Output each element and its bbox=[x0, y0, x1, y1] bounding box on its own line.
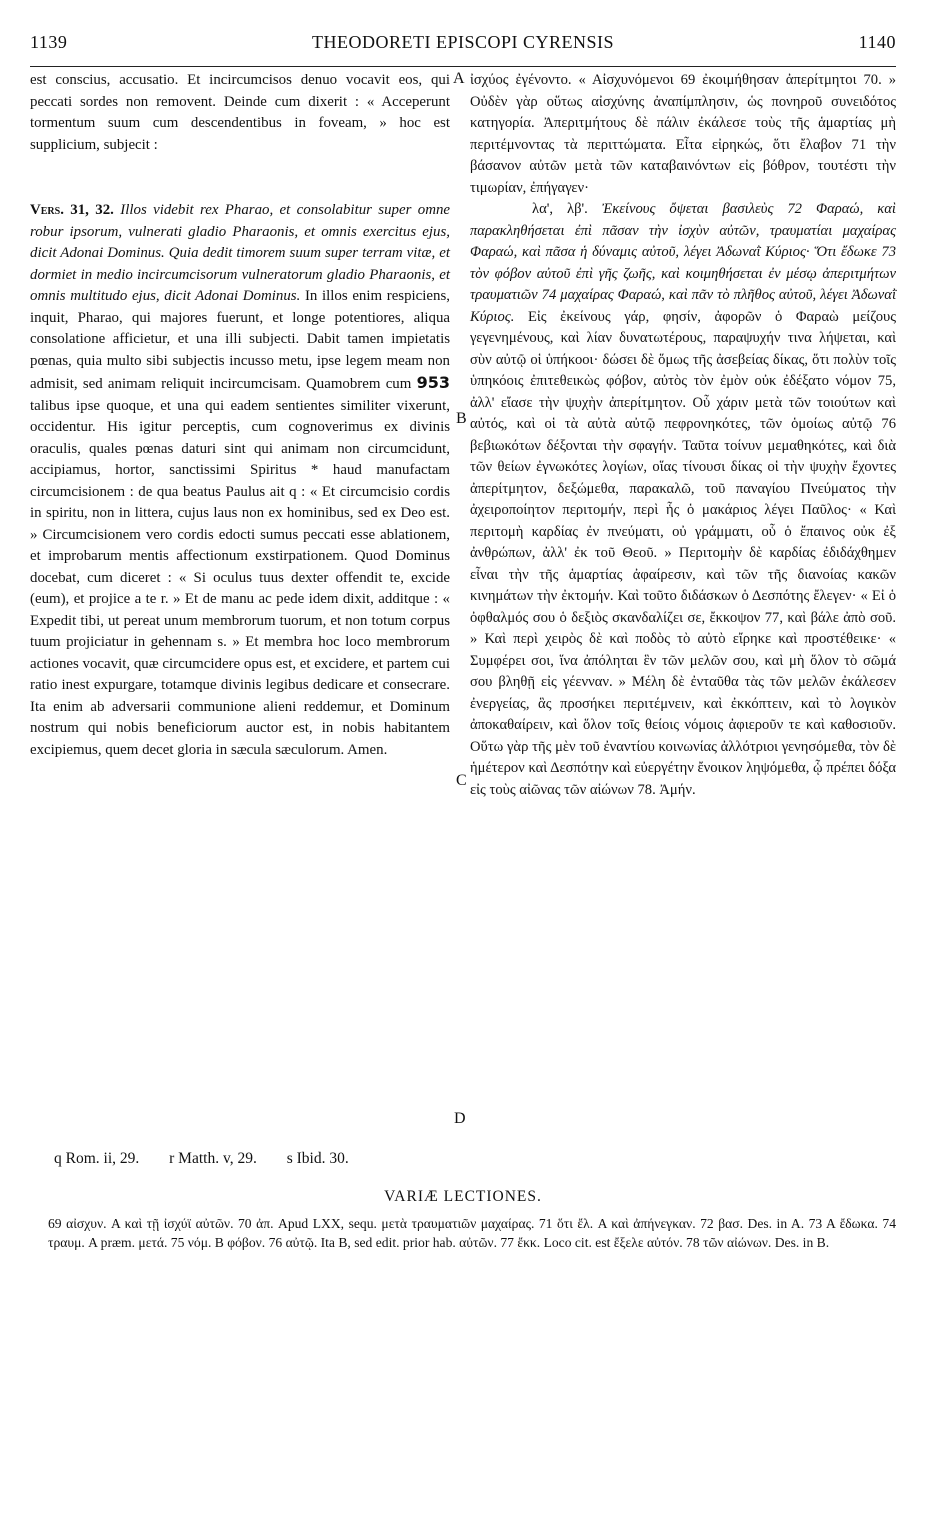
greek-verse-label: λα', λβ'. bbox=[532, 201, 588, 217]
footnote-q: q Rom. ii, 29. bbox=[54, 1150, 140, 1167]
greek-verse-text: Ἐκείνους ὄψεται βασιλεὺς 72 Φαραώ, καὶ παρακληθήσεται ἐπὶ πᾶσαν τὴν ἰσχὺν αὐτῶν, τραυματίαι μαχαίρας Φαραώ, καὶ πᾶσα ἡ δύναμις αὐτοῦ, λέγει Ἀδωναῒ Κύριος· Ὅτι ἔδωκε 73 τὸν φόβον αὐτοῦ ἐπὶ γῆς ζωῆς, καὶ κοιμηθήσεται ἐν μέσῳ ἀπεριτμήτων τραυματιῶν 74 μαχαίρας Φαραώ, καὶ πᾶν τὸ πλῆθος αὐτοῦ, λέγει Ἀδωναῒ Κύριος. bbox=[470, 201, 896, 325]
footnote-r: r Matth. v, 29. bbox=[169, 1150, 257, 1167]
greek-column bbox=[470, 70, 896, 801]
variae-lectiones-text: 69 αἰσχυν. A καὶ τῇ ἰσχύϊ αὐτῶν. 70 ἀπ. Apud LXX, sequ. μετὰ τραυματιῶν μαχαίρας. 71 ὅτι ἔλ. A καὶ ἀπήνεγκαν. 72 βασ. Des. in A. 73 A ἔδωκα. 74 τραυμ. A præm. μετά. 75 νόμ. B φόβον. 76 αὐτῷ. Ita B, sed edit. prior hab. αὐτῶν. 77 ἔκκ. Loco cit. est ἔξελε αὐτόν. 78 τῶν αἰώνων. Des. in B. bbox=[48, 1216, 896, 1250]
latin-commentary-part-2: talibus ipse quoque, et una qui eadem sentientes similiter vixerunt, occidentur. His igitur perceptis, cum cognoverimus ex divinis oraculis, quales pœnas daturi sint qui animam non circumcidunt, accipiamus, hortor, sanctissimi Spiritus * haud manufactam circumcisionem : de qua beatus Paulus ait q : « Et circumcisio cordis in spiritu, non in littera, cujus laus non ex hominibus, sed ex Deo est. » Circumcisionem vero cordis edocti sumus peccati esse ablationem, et improbarum mentis affectionum exstirpationem. Quod Dominus docebat, cum diceret : « Si oculus tuus dexter offendit te, excide (eum), et projice a te r. » Et de manu ac pede idem dixit, additque : « Expedit tibi, ut pereat unum membrorum tuorum, et non totum corpus tuum projiciatur in gehennam s. » Et membra hoc loco membrorum actiones vocavit, quæ circumcidere opus est, et excidere, et partem cui ratio inest expurgare, totamque divinis legibus dedicare et consecrare. Ita enim ab adversarii communione alieni reddemur, et Dominum nostrum qui nobis beneficiorum auctor est, in nobis habitantem excipiemus, quem decet gloria in sæcula sæculorum. Amen. bbox=[30, 397, 450, 758]
page-number-right: 1140 bbox=[858, 32, 896, 52]
footnotes bbox=[54, 1150, 896, 1168]
latin-verse-label: Vers. 31, 32. bbox=[30, 202, 114, 218]
latin-verse-block bbox=[30, 200, 450, 761]
latin-verse-text: Illos videbit rex Pharao, et consolabitur super omne robur ipsorum, vulnerati gladio Pharaonis, et omnis exercitus ejus, dicit Adonai Dominus. Quia dedit timorem suum super terram vitæ, et dormiet in medio incircumcisorum vulneratorum gladio Pharaonis, et omnis multitudo ejus, dicit Adonai Dominus. bbox=[30, 202, 451, 304]
sigla-d: D bbox=[454, 1110, 466, 1127]
sigla-c: C bbox=[456, 772, 467, 789]
greek-commentary: Εἰς ἐκείνους γάρ, φησίν, ἀφορῶν ὁ Φαραὼ μείζους γεγενημένους, καὶ λίαν δυνατωτέρους, παραψυχήν τινα λήψεται, καὶ σὺν αὐτῷ οἱ ὑπήκοοι· δώσει δὲ ὅμως τῆς ἀσεβείας δίκας, ὅτι πολὺν τοῖς ὑπηκόοις ἐπιτεθεικὼς φόβον, αὐτὸς τὸν ἐμὸν οὐκ ἐδέξατο νόμον 75, ἀλλ' εἴασε τὴν ψυχὴν ἀπερίτμητον. Οὗ χάριν μετὰ τῶν τοιούτων καὶ αὐτός, καὶ οἱ τὰ αὐτὰ αὐτῷ πεφρονηκότες, τῶν ὁμοίως αὐτῷ 76 βεβιωκότων δέξονται τὴν σφαγήν. Ταῦτα τοίνυν μεμαθηκότες, καὶ διὰ τῶν θείων ἐγνωκότες λογίων, οἵας τίνουσι δίκας οἱ τὴν ψυχὴν ἔχοντες ἀπερίτμητον, δεξώμεθα, παρακαλῶ, τοῦ παναγίου Πνεύματος τὴν ἀχειροποίητον περιτομήν, περὶ ἧς ὁ μακάριος λέγει Παῦλος· « Καὶ περιτομὴ καρδίας ἐν πνεύματι, οὐ γράμματι, οὗ ὁ ἔπαινος οὐκ ἐξ ἀνθρώπων, ἀλλ' ἐκ τοῦ Θεοῦ. » Περιτομὴν δὲ καρδίας ἐδιδάχθημεν εἶναι τὴν τῆς ἁμαρτίας ἀφαίρεσιν, καὶ τῶν τῆς διανοίας κακῶν κινημάτων τὴν ἐκτομήν. Καὶ τοῦτο διδάσκων ὁ Δεσπότης ἔλεγεν· « Εἰ ὁ ὀφθαλμός σου ὁ δεξιὸς σκανδαλίζει σε, ἔκκοψον 77, καὶ βάλε ἀπὸ σοῦ. » Καὶ περὶ χειρὸς δὲ καὶ ποδὸς τὸ αὐτὸ εἴρηκε καὶ προστέθεικε· « Συμφέρει σοι, ἵνα ἀπόληται ἓν τῶν μελῶν σου, καὶ μὴ ὅλον τὸ σῶμά σου βληθῇ εἰς γέενναν. » Μέλη δὲ ἐνταῦθα τὰς τῶν μελῶν ἐκάλεσεν ἐνεργείας, ἃς προσήκει περιτέμνειν, καὶ ἐκκόπτειν, καὶ τὸ λογικὸν ἀποκαθαίρειν, καὶ ὅλον τοῖς θείοις νόμοις ἀφιεροῦν τε καὶ καθοσιοῦν. Οὕτω γὰρ τῆς μὲν τοῦ ἐναντίου κοινωνίας ἀλλότριοι γενησόμεθα, τὸν δὲ ἡμέτερον καὶ Δεσπότην καὶ εὐεργέτην ἔνοικον ληψόμεθα, ᾧ πρέπει δόξα εἰς τοὺς αἰῶνας τῶν αἰώνων 78. Ἀμήν. bbox=[470, 308, 896, 798]
running-title: THEODORETI EPISCOPI CYRENSIS bbox=[311, 32, 615, 52]
latin-column bbox=[30, 70, 450, 761]
variae-lectiones-heading: VARIÆ LECTIONES. bbox=[384, 1188, 542, 1205]
greek-verse-block bbox=[470, 199, 896, 801]
page-number-left: 1139 bbox=[30, 32, 68, 52]
latin-paragraph-1: est conscius, accusatio. Et incircumcisos denuo vocavit eos, qui peccati sordes non removent. Deinde cum dixerit : « Acceperunt tormentum suum cum descendentibus in foveam, » hoc est supplicium, subjecit : bbox=[30, 72, 450, 153]
sigla-a: A bbox=[453, 70, 465, 87]
footnote-s: s Ibid. 30. bbox=[286, 1150, 349, 1167]
page-header bbox=[30, 32, 896, 67]
latin-commentary-part-1: In illos enim respiciens, inquit, Pharao, qui majores fuerunt, et longe potentiores, aliqua consolatione afficietur, et una illi subjecti. Dabit tamen impietatis pœnas, quia multo sibi subjectis incusso metu, ipse legem meam non admisit, sed animam reliquit incircumcisam. Quamobrem cum bbox=[30, 288, 450, 392]
column-number: 953 bbox=[416, 373, 450, 392]
sigla-b: B bbox=[456, 410, 467, 427]
greek-paragraph-1: ἰσχύος ἐγένοντο. « Αἰσχυνόμενοι 69 ἐκοιμήθησαν ἀπερίτμητοι 70. » Οὐδὲν γὰρ οὕτως αἰσχύνης ἀναπίμπλησιν, ὡς πονηροῦ συνειδότος κατηγορία. Ἀπεριτμήτους δὲ πάλιν ἐκάλεσε τοὺς τῆς ἁμαρτίας μὴ περιτέμνοντας τὰ περιττώματα. Εἶτα εἰρηκώς, ὅτι ἔλαβον 71 τὴν βάσανον αὐτῶν μετὰ τῶν καταβαινόντων εἰς βόθρον, τουτέστι τὴν τιμωρίαν, ἐπήγαγεν· bbox=[470, 72, 896, 196]
